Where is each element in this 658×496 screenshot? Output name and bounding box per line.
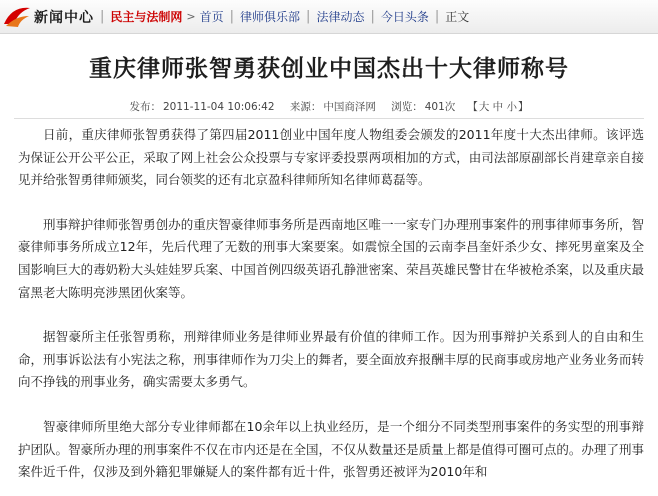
article-paragraph: 日前，重庆律师张智勇获得了第四届2011创业中国年度人物组委会颁发的2011年度十大杰出律师。该评选为保证公开公平公正，采取了网上社会公众投票与专家评委投票两项相加的方式，由司法部原副部长肖建章亲自接见并给张智勇律师颁奖，同台领奖的还有北京盈科律师所知名律师葛磊等。 <box>18 127 644 188</box>
views-label: 浏览： <box>391 101 423 113</box>
breadcrumb-divider: | <box>434 9 440 24</box>
publish-time: 2011-11-04 10:06:42 <box>163 101 275 113</box>
source-label: 来源： <box>289 101 322 113</box>
breadcrumb-home[interactable]: 首页 <box>199 10 224 24</box>
publish-label: 发布： <box>129 101 161 113</box>
top-bar <box>0 0 658 34</box>
breadcrumb-divider: | <box>229 9 235 24</box>
brand-name: 新闻中心 <box>34 9 94 26</box>
font-size-bracket-close: 】 <box>518 101 529 113</box>
article-paragraph: 据智豪所主任张智勇称，刑辩律师业务是律师业界最有价值的律师工作。因为刑事辩护关系到人的自由和生命，刑事诉讼法有小宪法之称，刑事律师作为刀尖上的舞者，要全面放弃报酬丰厚的民商事或房地产业务业务而转向不挣钱的刑事业务，确实需要太多勇气。 <box>18 329 644 390</box>
section-link[interactable]: 民主与法制网 <box>110 10 183 24</box>
breadcrumb-divider: | <box>306 9 311 24</box>
breadcrumb-separator: > <box>186 10 196 23</box>
breadcrumb-headlines[interactable]: 今日头条 <box>380 10 429 24</box>
font-size-medium[interactable]: 中 <box>492 101 504 113</box>
article-body <box>0 119 658 484</box>
news-center-logo-icon <box>2 4 32 30</box>
source: 中国商泽网 <box>323 101 376 113</box>
views-count: 401次 <box>424 101 456 113</box>
breadcrumb-current: 正文 <box>445 10 470 24</box>
font-size-small[interactable]: 小 <box>506 101 517 113</box>
font-size-large[interactable]: 大 <box>478 101 490 113</box>
article-title: 重庆律师张智勇获创业中国杰出十大律师称号 <box>89 55 569 82</box>
article-paragraph: 刑事辩护律师张智勇创办的重庆智豪律师事务所是西南地区唯一一家专门办理刑事案件的刑事律师事务所，智豪律师事务所成立12年，先后代理了无数的刑事大案要案。如震惊全国的云南李昌奎奸杀少女、摔死男童案及全国影响巨大的毒奶粉大头娃娃罗兵案、中国首例四级英语孔静泄密案、荣昌英雄民警甘在华被枪杀案，以及重庆最富黑老大陈明亮涉黑团伙案等。 <box>18 216 644 300</box>
brand-divider: | <box>100 9 105 24</box>
font-size-bracket-open: 【 <box>467 101 478 113</box>
breadcrumb-legal-news[interactable]: 法律动态 <box>316 10 365 24</box>
article-meta <box>14 99 644 119</box>
breadcrumb-lawyer-club[interactable]: 律师俱乐部 <box>240 10 301 24</box>
article-paragraph: 智豪律师所里绝大部分专业律师都在10余年以上执业经历，是一个细分不同类型刑事案件的务实型的刑事辩护团队。智豪所办理的刑事案件不仅在市内还是在全国，不仅从数量还是质量上都是值得可圈可点的。办理了刑事案件近千件，仅涉及到外籍犯罪嫌疑人的案件都有近十件，张智勇还被评为2010年和 <box>18 418 644 480</box>
breadcrumb-divider: | <box>370 9 375 24</box>
logo[interactable] <box>2 4 94 30</box>
